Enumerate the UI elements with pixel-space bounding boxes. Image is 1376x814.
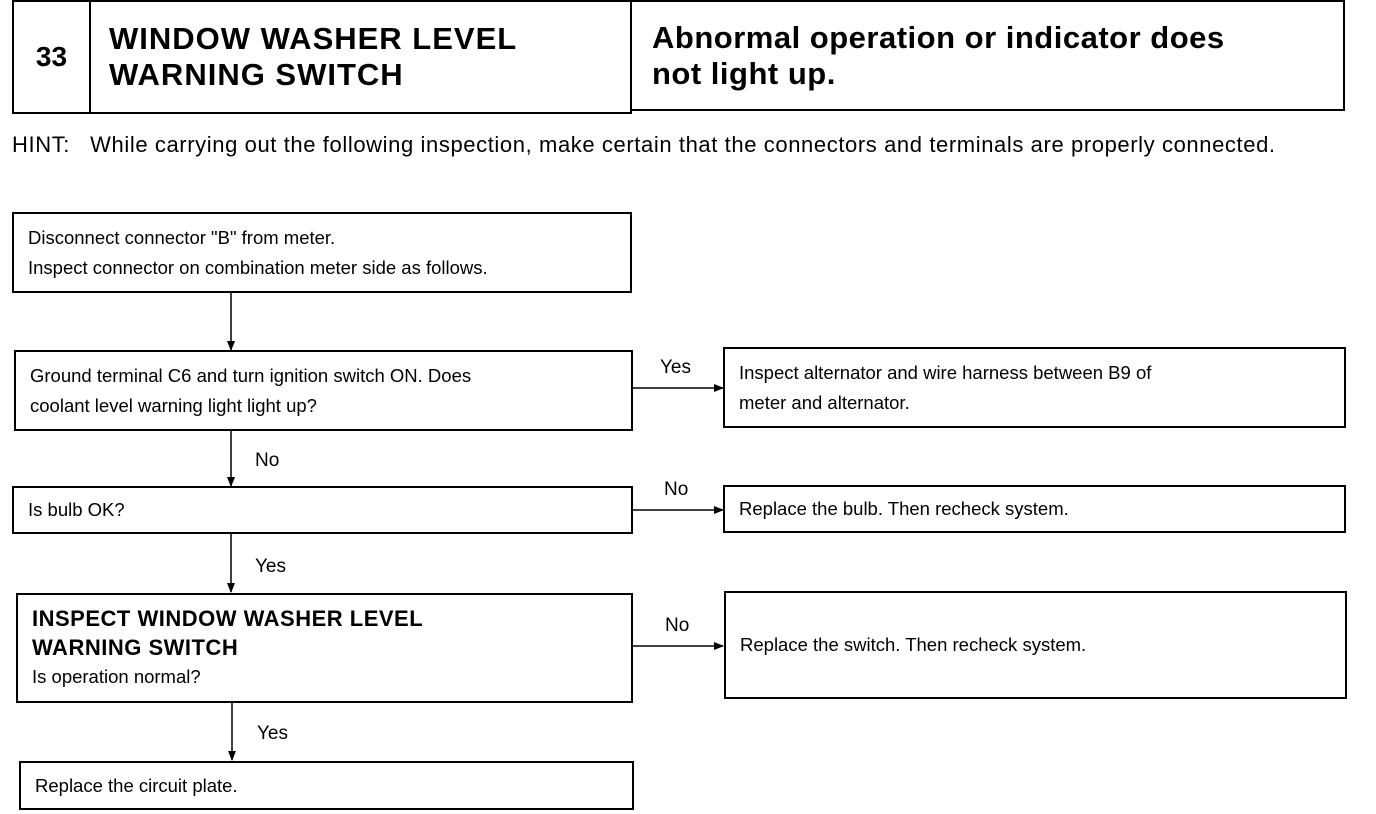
step5-line1: Replace the circuit plate. — [35, 774, 238, 796]
label-step3-no: No — [664, 479, 689, 500]
step3-no-line1: Replace the bulb. Then recheck system. — [739, 498, 1069, 519]
hint-text: While carrying out the following inspection, make certain that the connectors and terminals are properly connected. — [90, 132, 1276, 157]
label-step4-yes: Yes — [257, 723, 288, 744]
step4-title-line1: INSPECT WINDOW WASHER LEVEL — [32, 606, 424, 631]
step2-yes-box — [723, 347, 1346, 428]
step4-title-line2: WARNING SWITCH — [32, 635, 239, 660]
step3-box — [12, 486, 633, 534]
step2-yes-line2: meter and alternator. — [739, 391, 910, 413]
label-step3-yes: Yes — [255, 556, 286, 577]
step2-box — [14, 350, 633, 431]
step1-line1: Disconnect connector "B" from meter. — [28, 226, 336, 248]
step1-box — [12, 212, 632, 293]
section-number: 33 — [12, 0, 91, 114]
step5-box — [19, 761, 634, 810]
step2-yes-line1: Inspect alternator and wire harness between B9 of — [739, 361, 1152, 383]
symptom-title: Abnormal operation or indicator does not light up. — [630, 0, 1345, 111]
step4-no-box — [724, 591, 1347, 699]
step1-line2: Inspect connector on combination meter side as follows. — [28, 256, 488, 278]
step3-no-box — [723, 485, 1346, 533]
step4-line1: Is operation normal? — [32, 666, 201, 687]
label-step2-yes: Yes — [660, 357, 691, 378]
step2-line1: Ground terminal C6 and turn ignition switch ON. Does — [30, 364, 472, 386]
label-step2-no: No — [255, 450, 280, 471]
step4-box — [16, 593, 633, 703]
hint-label: HINT: — [12, 132, 70, 157]
step4-no-line1: Replace the switch. Then recheck system. — [740, 634, 1087, 655]
step2-line2: coolant level warning light light up? — [30, 394, 317, 416]
step3-line1: Is bulb OK? — [28, 499, 125, 520]
label-step4-no: No — [665, 615, 690, 636]
section-title: WINDOW WASHER LEVEL WARNING SWITCH — [89, 0, 632, 114]
